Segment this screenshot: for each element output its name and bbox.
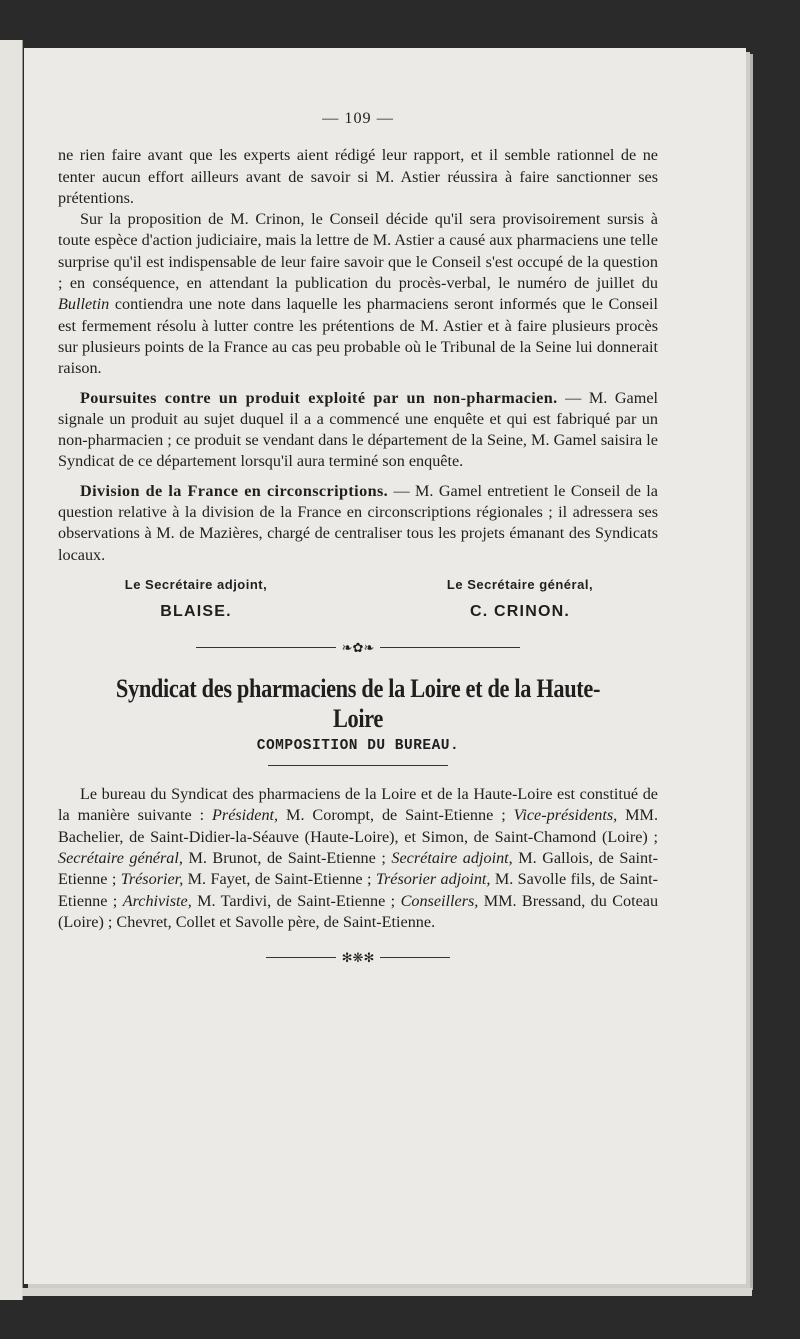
member-treasurer-adjoint: M. Savolle fils, de Saint-Etienne ; [58, 870, 659, 910]
role-archivist: Archiviste, [122, 891, 192, 910]
section-poursuites-body: — M. Gamel signale un produit au sujet duquel il a a commencé une enquête et qui est fabriqué par un non-pharmacien ; ce produit se vendant dans le département de la Seine, M. Gamel saisira le Syndicat de ce département lorsqu'il aura terminé son enquête. [58, 388, 659, 471]
asterism-icon: ✻❋✻ [341, 950, 375, 966]
signatures [58, 574, 658, 623]
ornament-divider-1 [58, 637, 658, 658]
section-division-body: — M. Gamel entretient le Conseil de la question relative à la division de la France en circonscriptions régionales ; il adressera ses observations à M. de Mazières, chargé de centraliser tous les projets émanant des Syndicats locaux. [58, 481, 658, 564]
adjacent-page-edge [0, 40, 23, 1300]
role-councillors: Conseillers, [400, 891, 479, 910]
member-councillors: MM. Bressand, du Coteau (Loire) ; Chevret, Collet et Savolle père, de Saint-Etienne. [58, 891, 659, 931]
section-division-heading: Division de la France en circonscriptions. [80, 481, 389, 500]
bureau-paragraph [58, 784, 658, 933]
ornament-line [380, 957, 450, 958]
paragraph-2-text: Sur la proposition de M. Crinon, le Conseil décide qu'il sera provisoirement sursis à toute espèce d'action judiciaire, mais la lettre de M. Astier a causé aux pharmaciens une telle surprise qu'il est indispensable de leur faire savoir que le Conseil s'est occupé de la question ; en conséquence, en attendant la publication du procès-verbal, le numéro de juillet du [58, 210, 658, 293]
page-bottom-edge [22, 1288, 752, 1296]
role-secretary-general: Secrétaire général, [58, 849, 183, 868]
member-archivist: M. Tardivi, de Saint-Etienne ; [197, 891, 396, 910]
role-president: Président, [212, 806, 279, 825]
paragraph-2-end: contiendra une note dans laquelle les pharmaciens seront informés que le Conseil est fermement résolu à lutter contre les prétentions de M. Astier et à faire plusieurs procès sur plusieurs points de la France au cas peu probable où le Tribunal de la Seine lui donnerait raison. [58, 295, 658, 378]
composition-heading: COMPOSITION DU BUREAU. [256, 737, 460, 754]
ornament-line [196, 647, 336, 648]
ornament-line [266, 957, 336, 958]
member-president: M. Corompt, de Saint-Etienne ; [286, 806, 506, 825]
syndicat-title: Syndicat des pharmaciens de la Loire et de la Haute-Loire [115, 673, 601, 733]
paragraph-1: ne rien faire avant que les experts aient rédigé leur rapport, et il semble rationnel de ne tenter aucun effort ailleurs avant de savoir si M. Astier réussira à faire sanctionner ses prétentions. [58, 146, 658, 207]
ornament-divider-2 [58, 947, 658, 968]
signature-right-name: C. CRINON. [470, 603, 570, 621]
member-secretary-general: M. Brunot, de Saint-Etienne ; [188, 849, 386, 868]
ornament-line [380, 647, 520, 648]
page-number: — 109 — [322, 109, 394, 127]
bulletin-italic: Bulletin [58, 295, 110, 314]
role-treasurer-adjoint: Trésorier adjoint, [375, 870, 491, 889]
signature-right [382, 574, 658, 623]
section-poursuites [58, 388, 658, 473]
section-poursuites-heading: Poursuites contre un produit exploité par un non-pharmacien. [80, 388, 558, 407]
signature-left-role: Le Secrétaire adjoint, [124, 576, 268, 592]
section-division [58, 481, 658, 566]
role-treasurer: Trésorier, [120, 870, 184, 889]
fleuron-icon: ❧✿❧ [341, 639, 375, 655]
heading-rule [268, 765, 448, 766]
signature-right-role: Le Secrétaire général, [446, 576, 594, 592]
paragraph-2 [58, 209, 658, 379]
role-secretary-adjoint: Secrétaire adjoint, [391, 849, 513, 868]
member-secretary-adjoint: M. Gallois, de Saint-Etienne ; [58, 849, 658, 889]
member-vice-presidents: MM. Bachelier, de Saint-Didier-la-Séauve (Haute-Loire), et Simon, de Saint-Chamond (Loire) ; [58, 806, 658, 846]
role-vice-presidents: Vice-présidents, [513, 806, 618, 825]
member-treasurer: M. Fayet, de Saint-Etienne ; [187, 870, 372, 889]
signature-left [58, 574, 334, 623]
signature-left-name: BLAISE. [160, 603, 232, 621]
bureau-intro: Le bureau du Syndicat des pharmaciens de la Loire et de la Haute-Loire est constitué de la manière suivante : [58, 785, 658, 825]
page-content [58, 108, 658, 979]
